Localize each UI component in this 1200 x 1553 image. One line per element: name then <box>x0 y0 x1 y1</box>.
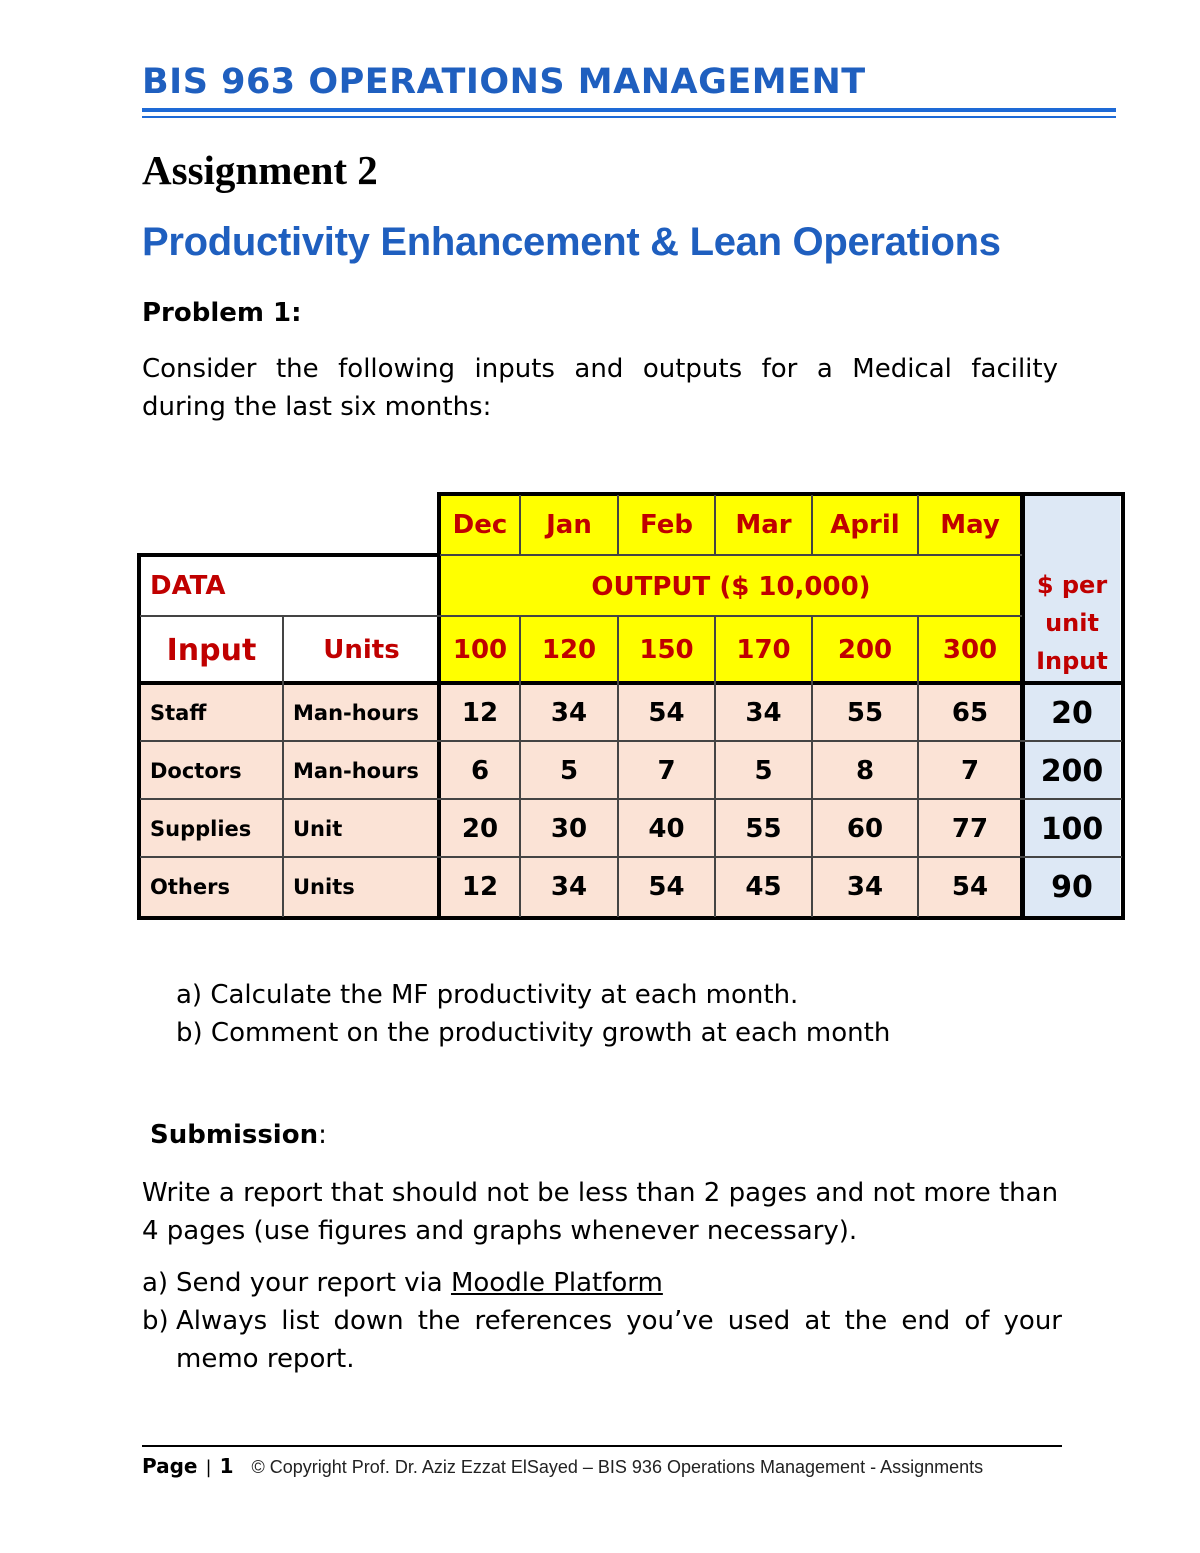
table-gridline <box>140 856 1122 858</box>
page-number: 1 <box>219 1454 234 1478</box>
table-gridline <box>519 495 521 555</box>
row-price: 90 <box>1024 858 1120 916</box>
question-a <box>176 976 890 1014</box>
question-b-text: Comment on the productivity growth at each month <box>210 1018 891 1048</box>
row-input: Staff <box>140 684 283 742</box>
row-price: 100 <box>1024 800 1120 858</box>
row-value: 65 <box>918 684 1022 742</box>
moodle-platform-link[interactable]: Moodle Platform <box>450 1268 663 1298</box>
table-border <box>137 681 1125 685</box>
submission-heading-text: Submission <box>150 1120 319 1150</box>
row-value: 55 <box>715 800 812 858</box>
row-units: Man-hours <box>283 684 440 742</box>
price-header-text: $ per unit Input <box>1036 571 1108 675</box>
row-value: 45 <box>715 858 812 916</box>
output-value: 200 <box>812 618 918 682</box>
submission-item-b-marker: b) <box>142 1306 169 1336</box>
output-value: 100 <box>440 618 520 682</box>
row-units: Units <box>283 858 440 916</box>
assignment-subtitle: Productivity Enhancement & Lean Operations <box>142 220 1001 264</box>
row-value: 7 <box>918 742 1022 800</box>
row-input: Doctors <box>140 742 283 800</box>
header-rule <box>142 108 1116 112</box>
table-gridline <box>440 554 1022 556</box>
month-header: Mar <box>715 495 812 555</box>
intro-line-1: Consider the following inputs and outputs for a Medical facility <box>142 354 1058 384</box>
row-price: 20 <box>1024 684 1120 742</box>
row-value: 5 <box>715 742 812 800</box>
page-label: Page <box>142 1454 198 1478</box>
footer-copyright: © Copyright Prof. Dr. Aziz Ezzat ElSayed – BIS 936 Operations Management - Assignments <box>251 1457 984 1477</box>
month-header: May <box>918 495 1022 555</box>
row-input: Others <box>140 858 283 916</box>
question-a-text: Calculate the MF productivity at each month. <box>210 980 799 1010</box>
month-header: April <box>812 495 918 555</box>
table-gridline <box>714 495 716 555</box>
month-header: Jan <box>520 495 618 555</box>
table-gridline <box>140 798 1122 800</box>
submission-item-b <box>142 1302 1062 1378</box>
question-b <box>176 1014 890 1052</box>
row-value: 8 <box>812 742 918 800</box>
header-rule-thin <box>142 116 1116 118</box>
row-value: 30 <box>520 800 618 858</box>
output-value: 120 <box>520 618 618 682</box>
row-units: Man-hours <box>283 742 440 800</box>
row-units: Unit <box>283 800 440 858</box>
table-gridline <box>917 617 919 917</box>
assignment-title: Assignment 2 <box>142 147 378 193</box>
submission-item-a-marker: a) <box>142 1268 169 1298</box>
problem-heading: Problem 1: <box>142 298 302 328</box>
row-input: Supplies <box>140 800 283 858</box>
units-header: Units <box>283 618 440 682</box>
submission-list <box>142 1264 1062 1378</box>
table-gridline <box>617 495 619 555</box>
course-title: BIS 963 OPERATIONS MANAGEMENT <box>142 62 866 102</box>
row-value: 6 <box>440 742 520 800</box>
table-border <box>137 553 441 557</box>
table-gridline <box>811 617 813 917</box>
submission-item-b-text: Always list down the references you’ve used at the end of your memo report. <box>176 1306 1062 1374</box>
month-header: Dec <box>440 495 520 555</box>
row-value: 34 <box>715 684 812 742</box>
submission-text: Write a report that should not be less than 2 pages and not more than 4 pages (use figures and graphs whenever necessary). <box>142 1178 1059 1246</box>
output-value: 150 <box>618 618 715 682</box>
problem-intro <box>142 350 1058 426</box>
row-value: 34 <box>520 684 618 742</box>
table-gridline <box>282 617 284 917</box>
row-price: 200 <box>1024 742 1120 800</box>
output-value: 300 <box>918 618 1022 682</box>
submission-colon: : <box>318 1120 327 1150</box>
price-header <box>1024 495 1120 681</box>
row-value: 60 <box>812 800 918 858</box>
row-value: 5 <box>520 742 618 800</box>
table-gridline <box>617 617 619 917</box>
row-value: 54 <box>918 858 1022 916</box>
row-value: 54 <box>618 858 715 916</box>
table-gridline <box>811 495 813 555</box>
data-label: DATA <box>140 556 440 616</box>
table-border <box>137 553 141 920</box>
page-footer <box>142 1454 983 1478</box>
table-gridline <box>714 617 716 917</box>
row-value: 12 <box>440 858 520 916</box>
output-label: OUTPUT ($ 10,000) <box>440 556 1022 618</box>
row-value: 54 <box>618 684 715 742</box>
input-header: Input <box>140 618 283 682</box>
table-gridline <box>140 740 1122 742</box>
table-gridline <box>519 617 521 917</box>
submission-heading <box>150 1120 327 1150</box>
question-a-marker: a) <box>176 980 203 1010</box>
intro-line-2: during the last six months: <box>142 392 492 422</box>
table-gridline <box>140 615 1022 617</box>
footer-rule <box>142 1445 1062 1447</box>
output-value: 170 <box>715 618 812 682</box>
questions-list <box>176 976 890 1052</box>
row-value: 40 <box>618 800 715 858</box>
question-b-marker: b) <box>176 1018 203 1048</box>
submission-item-a-text: Send your report via <box>176 1268 451 1298</box>
submission-item-a <box>142 1264 1062 1302</box>
row-value: 12 <box>440 684 520 742</box>
row-value: 77 <box>918 800 1022 858</box>
row-value: 55 <box>812 684 918 742</box>
row-value: 7 <box>618 742 715 800</box>
row-value: 34 <box>520 858 618 916</box>
row-value: 34 <box>812 858 918 916</box>
footer-separator: | <box>205 1457 212 1478</box>
row-value: 20 <box>440 800 520 858</box>
month-header: Feb <box>618 495 715 555</box>
table-gridline <box>917 495 919 555</box>
table-border <box>137 916 1125 920</box>
